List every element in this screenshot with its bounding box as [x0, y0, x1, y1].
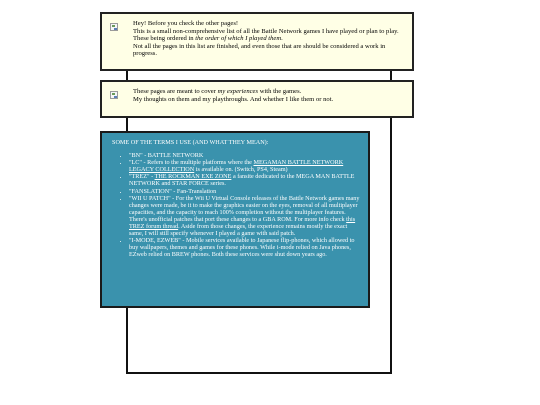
broken-image-icon: [110, 23, 118, 31]
intro-line-4: Not all the pages in this list are finished, and even those that are should be considered a work in progress.: [133, 42, 386, 58]
term-trez-prefix: "TREZ" -: [129, 173, 155, 181]
term-item-trez: [129, 173, 360, 187]
intro-line-2: This is a small non-comprehensive list of all the Battle Network games I have played or plan to play.: [133, 27, 399, 35]
trez-forum-thread-link[interactable]: this TREZ forum thread: [129, 215, 356, 231]
term-trez-suffix: a fansite dedicated to the MEGA MAN BATTLE NETWORK and STAR FORCE series.: [129, 173, 355, 188]
intro-line-3: [133, 35, 404, 43]
intro-text: [133, 14, 404, 58]
thoughts-line-2: My thoughts on them and my playthroughs. And whether I like them or not.: [133, 95, 334, 103]
intro-line-3-prefix: These being ordered in: [133, 35, 196, 43]
term-item-fanslation: • "FANSLATION" - Fan-Translation: [129, 188, 360, 195]
broken-image-icon: [110, 91, 118, 99]
thoughts-line-1-prefix: These pages are meant to cover: [133, 88, 218, 95]
intro-line-3-emphasis: the order of which I played them: [195, 35, 282, 43]
thoughts-line-1-emphasis: my experiences: [217, 88, 259, 95]
thoughts-line-1-suffix: with the games.: [258, 88, 302, 95]
term-lc-suffix: is available on. (Switch, PS4, Steam): [194, 166, 288, 174]
term-wiiu-prefix: "WII U PATCH" - For the Wii U Virtual Console releases of the Battle Network games many changes were made, be it to make the graphics easier on the eyes, removal of all multiplayer capacities, and the capacity to reach 100% completion without the multiplayer features. There's unofficial patches that port these changes to a GBA ROM. For more info check: [129, 194, 360, 223]
intro-line-1: Hey! Before you check the other pages!: [133, 20, 239, 27]
thoughts-text: [133, 82, 404, 103]
thoughts-line-1: [133, 88, 404, 96]
thoughts-note: [100, 80, 414, 118]
term-lc-prefix: "LC" - Refers to the multiple platforms where the: [129, 159, 254, 167]
terms-glossary-box: [100, 131, 370, 308]
rockman-exe-zone-link[interactable]: THE ROCKMAN EXE ZONE: [154, 173, 232, 181]
legacy-collection-link[interactable]: MEGAMAN BATTLE NETWORK LEGACY COLLECTION: [129, 159, 344, 174]
terms-heading: SOME OF THE TERMS I USE (AND WHAT THEY MEAN):: [112, 139, 269, 146]
term-wiiu-suffix: . Aside from those changes, the experience remains mostly the exact same, I will still specify whenever I played a game with said patch.: [129, 223, 348, 238]
term-item-imode-ezweb: • "I-MODE, EZWEB" - Mobile services available to Japanese flip-phones, which allowed to buy wallpapers, themes and games for these phones. While i-mode relied on Java phones, EZweb relied on BREW phones. Both these services were shut down years ago.: [129, 237, 360, 258]
intro-note: [100, 12, 414, 71]
terms-list: [112, 152, 360, 258]
term-item-lc: [129, 159, 360, 173]
intro-line-3-suffix: .: [281, 35, 283, 43]
term-item-bn: • "BN" - BATTLE NETWORK: [129, 152, 360, 159]
term-item-wiiu-patch: [129, 195, 360, 238]
